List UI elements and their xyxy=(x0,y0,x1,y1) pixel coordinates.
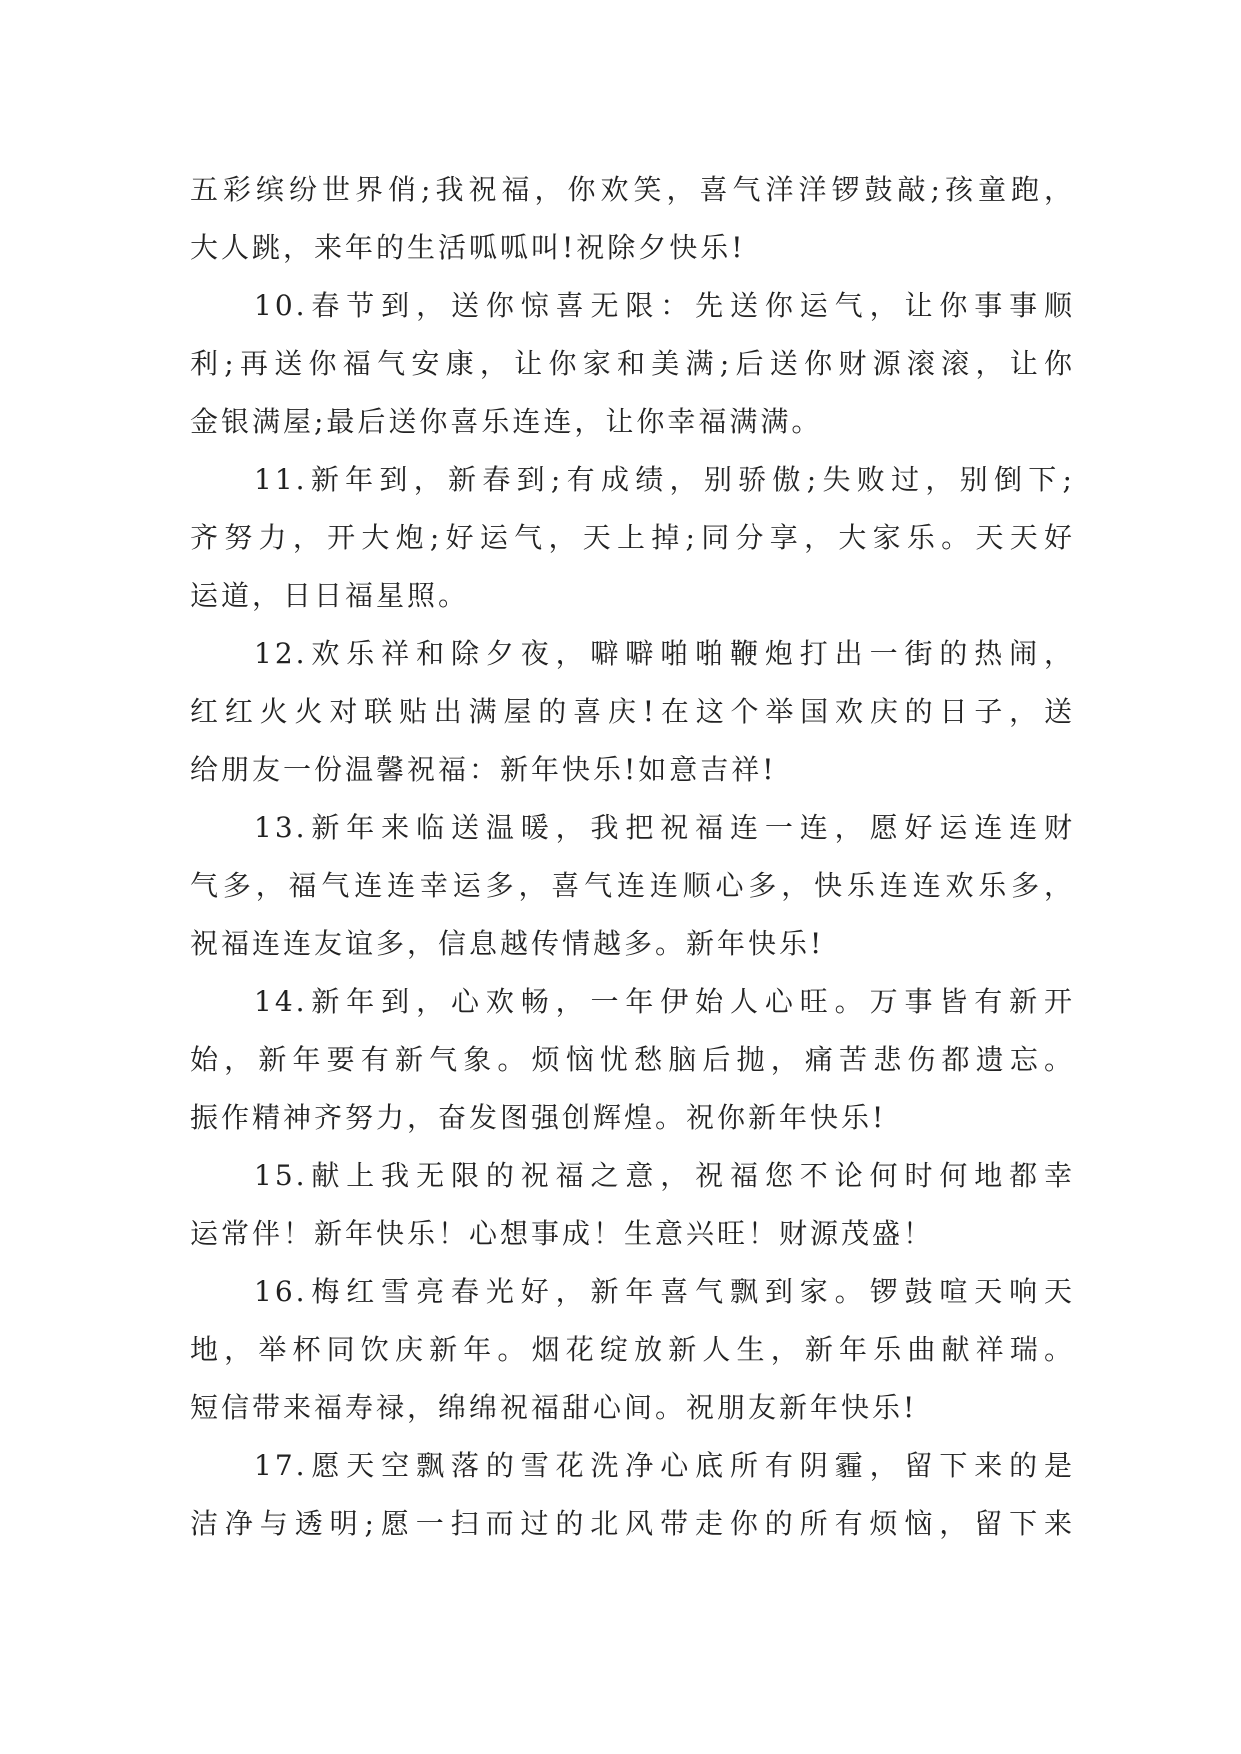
paragraph-item-16 xyxy=(190,1263,1075,1437)
paragraph-item-11 xyxy=(190,451,1075,625)
text-line: 始，新年要有新气象。烦恼忧愁脑后抛，痛苦悲伤都遗忘。 xyxy=(190,1043,1075,1076)
paragraph-item-12 xyxy=(190,625,1075,799)
text-line: 17.愿天空飘落的雪花洗净心底所有阴霾，留下来的是 xyxy=(254,1449,1075,1482)
text-line: 气多，福气连连幸运多，喜气连连顺心多，快乐连连欢乐多， xyxy=(190,869,1075,902)
text-line: 14.新年到，心欢畅，一年伊始人心旺。万事皆有新开 xyxy=(254,985,1075,1018)
text-line: 运常伴！新年快乐！心想事成！生意兴旺！财源茂盛！ xyxy=(190,1217,935,1250)
text-line: 地，举杯同饮庆新年。烟花绽放新人生，新年乐曲献祥瑞。 xyxy=(190,1333,1075,1366)
text-line: 洁净与透明;愿一扫而过的北风带走你的所有烦恼，留下来 xyxy=(190,1507,1075,1540)
text-line: 红红火火对联贴出满屋的喜庆!在这个举国欢庆的日子，送 xyxy=(190,695,1075,728)
text-line: 11.新年到，新春到;有成绩，别骄傲;失败过，别倒下; xyxy=(254,463,1075,496)
paragraph-item-14 xyxy=(190,973,1075,1147)
paragraph-continued xyxy=(190,161,1075,277)
text-line: 齐努力，开大炮;好运气，天上掉;同分享，大家乐。天天好 xyxy=(190,521,1075,554)
paragraph-item-10 xyxy=(190,277,1075,451)
text-line: 利;再送你福气安康，让你家和美满;后送你财源滚滚，让你 xyxy=(190,347,1075,380)
text-line: 金银满屋;最后送你喜乐连连，让你幸福满满。 xyxy=(190,405,823,438)
text-line: 大人跳，来年的生活呱呱叫!祝除夕快乐! xyxy=(190,231,746,264)
body-text xyxy=(190,161,1075,1553)
text-line: 短信带来福寿禄，绵绵祝福甜心间。祝朋友新年快乐! xyxy=(190,1391,918,1424)
text-line: 10.春节到，送你惊喜无限：先送你运气，让你事事顺 xyxy=(254,289,1075,322)
text-line: 五彩缤纷世界俏;我祝福，你欢笑，喜气洋洋锣鼓敲;孩童跑， xyxy=(190,173,1075,206)
text-line: 振作精神齐努力，奋发图强创辉煌。祝你新年快乐! xyxy=(190,1101,887,1134)
paragraph-item-13 xyxy=(190,799,1075,973)
text-line: 祝福连连友谊多，信息越传情越多。新年快乐! xyxy=(190,927,825,960)
text-line: 16.梅红雪亮春光好，新年喜气飘到家。锣鼓喧天响天 xyxy=(254,1275,1075,1308)
paragraph-item-17 xyxy=(190,1437,1075,1553)
text-line: 12.欢乐祥和除夕夜，噼噼啪啪鞭炮打出一街的热闹， xyxy=(254,637,1075,670)
text-line: 给朋友一份温馨祝福：新年快乐!如意吉祥! xyxy=(190,753,777,786)
text-line: 运道，日日福星照。 xyxy=(190,579,470,612)
text-line: 15.献上我无限的祝福之意，祝福您不论何时何地都幸 xyxy=(254,1159,1075,1192)
paragraph-item-15 xyxy=(190,1147,1075,1263)
text-line: 13.新年来临送温暖，我把祝福连一连，愿好运连连财 xyxy=(254,811,1075,844)
